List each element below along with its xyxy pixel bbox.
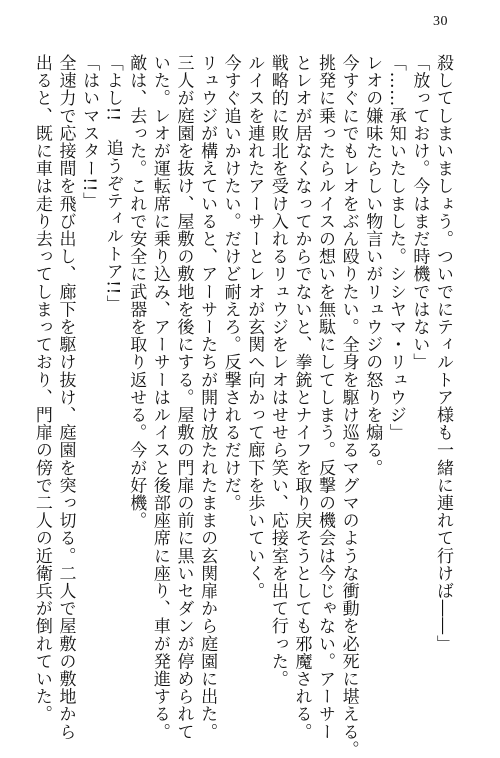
- text-line-11: リュウジが構えていると、アーサーたちが開け放たれたままの玄関扉から庭園に出た。: [197, 54, 218, 741]
- text-line-16: 「はいマスター!!」: [79, 54, 100, 210]
- novel-body-text: [31, 54, 454, 758]
- text-line-8: 戦略的に敗北を受け入れるリュウジをレオはせせら笑い、応接室を出て行った。: [267, 54, 288, 688]
- text-line-7: とレオが居なくなってからでないと、拳銃とナイフを取り戻そうとしても邪魔される。: [291, 54, 312, 741]
- text-line-5: 今すぐにでもレオをぶん殴りたい。全身を駆け巡るマグマのような衝動を必死に堪える。: [338, 54, 359, 758]
- text-line-13: いた。レオが運転席に乗り込み、アーサーはルイスと後部座席に座り、車が発進する。: [149, 54, 170, 741]
- text-line-18: 出ると、既に車は走り去ってしまっており、門扉の傍で二人の近衛兵が倒れていた。: [31, 54, 52, 723]
- text-line-3: 「……承知いたしました。シシヤマ・リュウジ」: [385, 54, 406, 442]
- page-number: 30: [433, 14, 448, 29]
- text-line-14: 敵は、去った。これで安全に武器を取り返せる。今が好機。: [126, 54, 147, 530]
- text-line-15: 「よし!! 追うぞティルトア!!」: [102, 54, 123, 313]
- text-line-1: 殺してしまいましょう。ついでにティルトア様も一緒に連れて行けば――」: [433, 54, 453, 653]
- text-line-17: 全速力で応接間を飛び出し、廊下を駆け抜け、庭園を突っ切る。二人で屋敷の敷地から: [55, 54, 76, 741]
- text-line-6: 挑発に乗ったらルイスの想いを無駄にしてしまう。反撃の機会は今じゃない。アーサー: [315, 54, 336, 741]
- text-line-12: 三人が庭園を抜け、屋敷の敷地を後にする。屋敷の門扉の前に黒いセダンが停められて: [173, 54, 194, 741]
- text-line-9: ルイスを連れたアーサーとレオが玄関へ向かって廊下を歩いていく。: [244, 54, 265, 600]
- text-line-10: 今すぐ追いかけたい。だけど耐えろ。反撃されるだけだ。: [220, 54, 241, 512]
- text-line-2: 「放っておけ。今はまだ時機ではない」: [409, 54, 430, 371]
- text-line-4: レオの嫌味たらしい物言いがリュウジの怒りを煽る。: [362, 54, 383, 477]
